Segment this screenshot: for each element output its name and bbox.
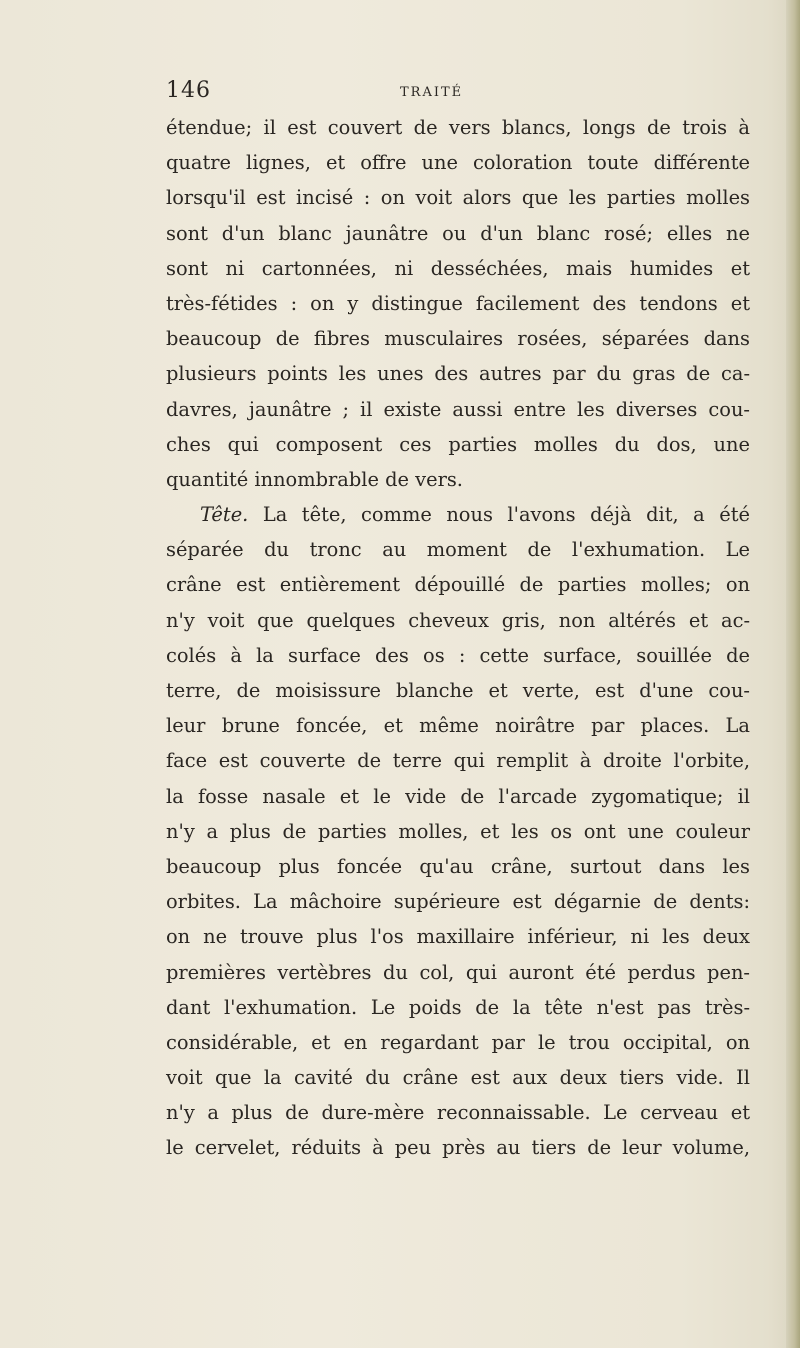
text-line: beaucoup de fibres musculaires rosées, séparées dans — [166, 327, 750, 351]
text-line: davres, jaunâtre ; il existe aussi entre les diverses cou- — [166, 397, 750, 421]
running-title: TRAITÉ — [400, 85, 464, 100]
text-line: on ne trouve plus l'os maxillaire inférieur, ni les deux — [166, 925, 750, 949]
text-line: le cervelet, réduits à peu près au tiers de leur volume, — [166, 1136, 750, 1160]
running-head — [0, 78, 800, 108]
text-line: la fosse nasale et le vide de l'arcade zygomatique; il — [166, 784, 750, 808]
text-line: sont d'un blanc jaunâtre ou d'un blanc rosé; elles ne — [166, 221, 750, 245]
text-line: lorsqu'il est incisé : on voit alors que les parties molles — [166, 186, 750, 210]
text-line: face est couverte de terre qui remplit à droite l'orbite, — [166, 749, 750, 773]
text-line: n'y a plus de dure-mère reconnaissable. Le cerveau et — [166, 1101, 750, 1125]
text-line: ches qui composent ces parties molles du dos, une — [166, 432, 750, 456]
text-line: colés à la surface des os : cette surface, souillée de — [166, 643, 750, 667]
text-line: beaucoup plus foncée qu'au crâne, surtout dans les — [166, 854, 750, 878]
text-line: quantité innombrable de vers. — [166, 467, 463, 491]
text-line: crâne est entièrement dépouillé de parties molles; on — [166, 573, 750, 597]
text-line: considérable, et en regardant par le trou occipital, on — [166, 1030, 750, 1054]
text-line: n'y voit que quelques cheveux gris, non altérés et ac- — [166, 608, 750, 632]
text-line: très-fétides : on y distingue facilement des tendons et — [166, 291, 750, 315]
body-text — [166, 110, 750, 1166]
text-line: voit que la cavité du crâne est aux deux tiers vide. Il — [166, 1066, 750, 1090]
text-segment: La tête, comme nous l'avons déjà dit, a été — [248, 503, 750, 527]
text-line: étendue; il est couvert de vers blancs, longs de trois à — [166, 116, 750, 139]
text-line: leur brune foncée, et même noirâtre par places. La — [166, 714, 750, 738]
text-line: séparée du tronc au moment de l'exhumation. Le — [166, 538, 750, 562]
text-line: premières vertèbres du col, qui auront été perdus pen- — [166, 960, 750, 984]
text-line: sont ni cartonnées, ni desséchées, mais humides et — [166, 256, 750, 280]
text-line: plusieurs points les unes des autres par du gras de ca- — [166, 362, 750, 386]
page-number: 146 — [166, 78, 211, 103]
text-line: orbites. La mâchoire supérieure est dégarnie de dents: — [166, 890, 750, 914]
page-edge — [786, 0, 800, 1348]
text-line: quatre lignes, et offre une coloration toute différente — [166, 151, 750, 175]
text-line: terre, de moisissure blanche et verte, est d'une cou- — [166, 679, 750, 702]
text-line: n'y a plus de parties molles, et les os ont une couleur — [166, 819, 750, 843]
text-line: dant l'exhumation. Le poids de la tête n'est pas très- — [166, 995, 750, 1019]
section-lead: Tête. — [200, 503, 249, 527]
paragraph-start — [166, 497, 750, 532]
